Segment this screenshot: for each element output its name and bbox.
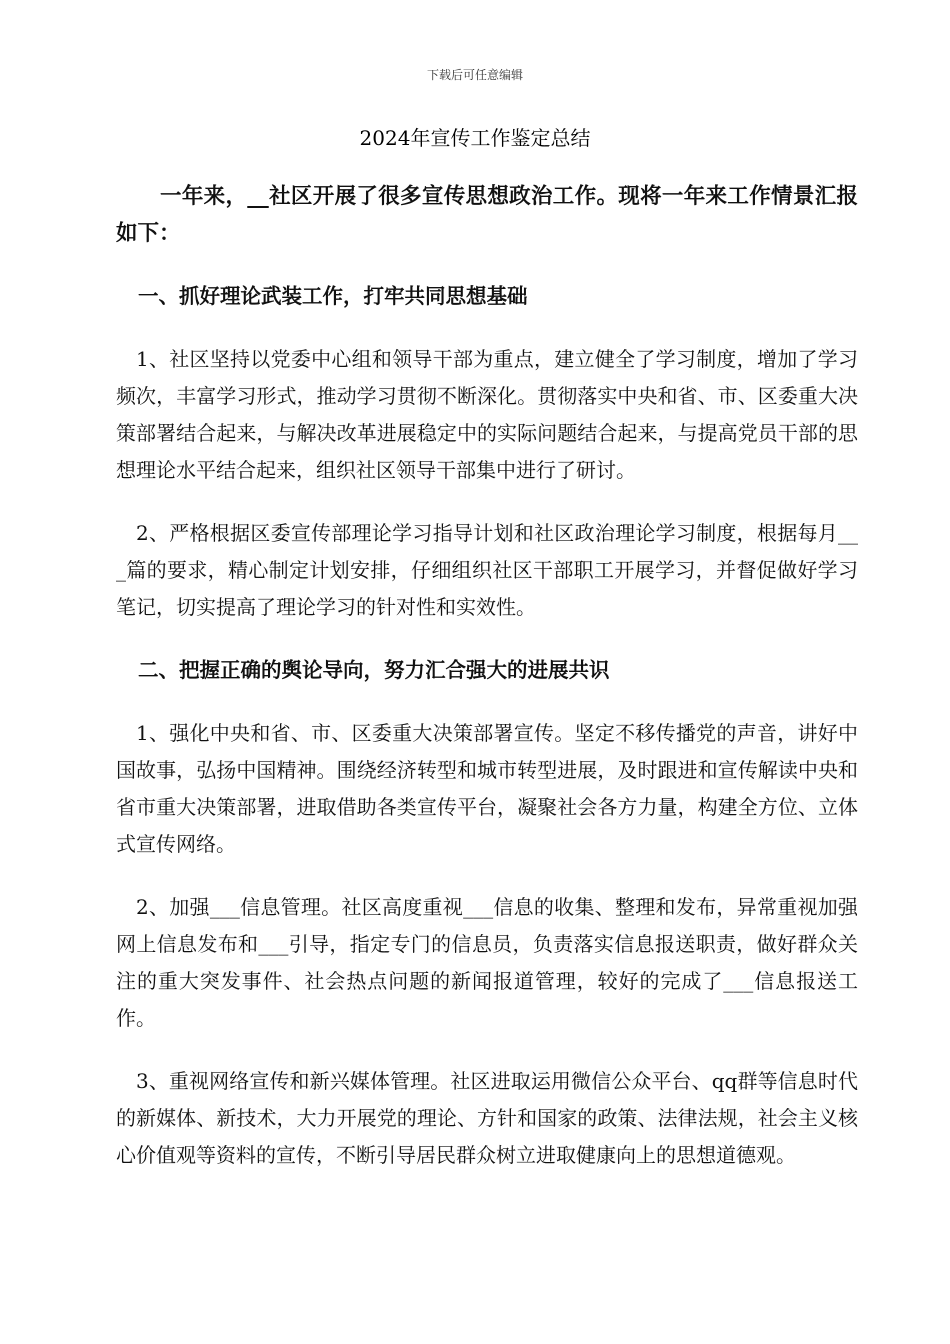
document-title: 2024年宣传工作鉴定总结 — [359, 126, 591, 150]
section-1-paragraph-2: 2、严格根据区委宣传部理论学习指导计划和社区政治理论学习制度，根据每月___篇的要求，精心制定计划安排，仔细组织社区干部职工开展学习，并督促做好学习笔记，切实提高了理论学习的针对性和实效性。 — [116, 521, 858, 619]
section-2-paragraph-1: 1、强化中央和省、市、区委重大决策部署宣传。坚定不移传播党的声音，讲好中国故事，弘扬中国精神。围绕经济转型和城市转型进展，及时跟进和宣传解读中央和省市重大决策部署，进取借助各类宣传平台，凝聚社会各方力量，构建全方位、立体式宣传网络。 — [116, 721, 858, 856]
section-1-paragraph-1: 1、社区坚持以党委中心组和领导干部为重点，建立健全了学习制度，增加了学习频次，丰富学习形式，推动学习贯彻不断深化。贯彻落实中央和省、市、区委重大决策部署结合起来，与解决改革进展稳定中的实际问题结合起来，与提高党员干部的思想理论水平结合起来，组织社区领导干部集中进行了研讨。 — [116, 347, 858, 482]
intro-paragraph: 一年来，__社区开展了很多宣传思想政治工作。现将一年来工作情景汇报如下： — [116, 184, 858, 246]
section-2-paragraph-2: 2、加强___信息管理。社区高度重视___信息的收集、整理和发布，异常重视加强网上信息发布和___引导，指定专门的信息员，负责落实信息报送职责，做好群众关注的重大突发事件、社会热点问题的新闻报道管理，较好的完成了___信息报送工作。 — [116, 895, 858, 1030]
section-1-heading: 一、抓好理论武装工作，打牢共同思想基础 — [138, 284, 528, 308]
document-body — [116, 178, 858, 1200]
section-2-paragraph-3: 3、重视网络宣传和新兴媒体管理。社区进取运用微信公众平台、qq群等信息时代的新媒体、新技术，大力开展党的理论、方针和国家的政策、法律法规，社会主义核心价值观等资料的宣传，不断引导居民群众树立进取健康向上的思想道德观。 — [116, 1069, 858, 1167]
header-note: 下载后可任意编辑 — [426, 68, 523, 82]
section-2-heading: 二、把握正确的舆论导向，努力汇合强大的进展共识 — [138, 658, 610, 682]
